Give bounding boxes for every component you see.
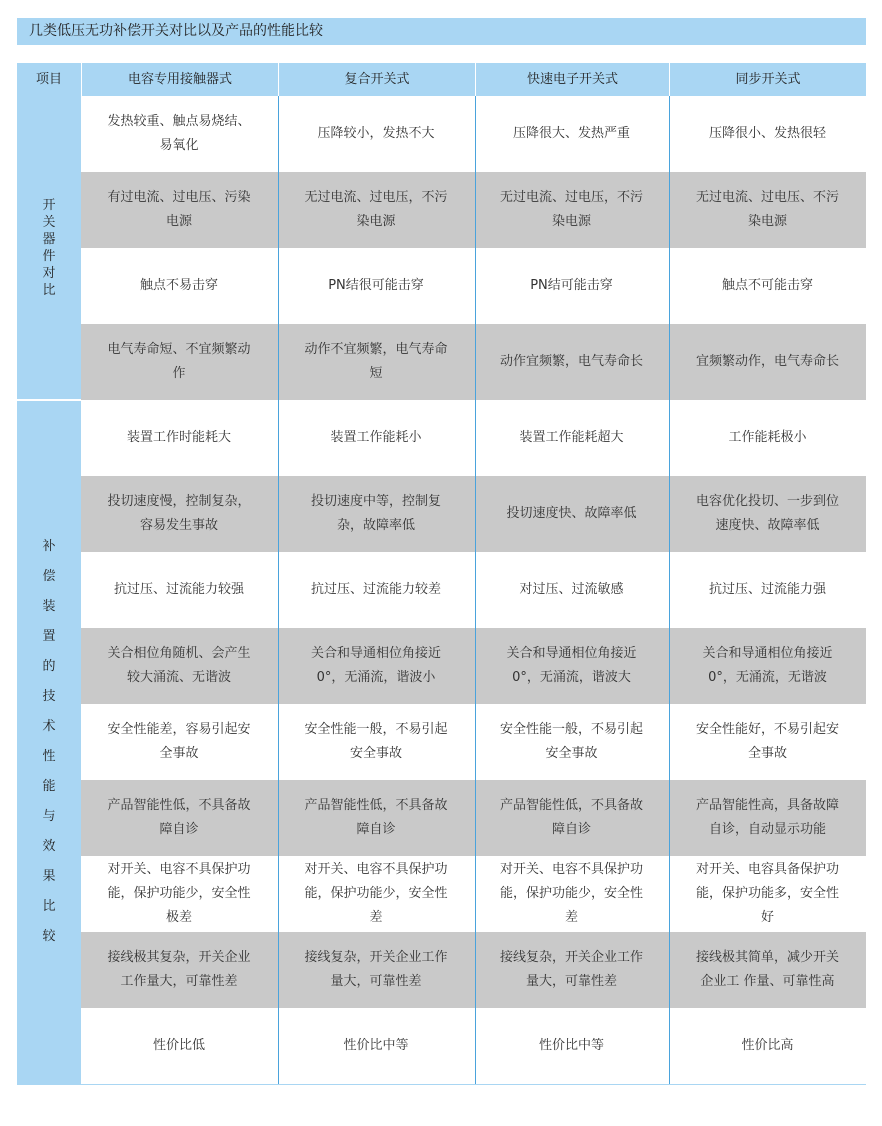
cell-synchronous-switch: 安全性能好，不易引起安全事故 [695,722,839,761]
cell-composite-switch: 产品智能性低，不具备故障自诊 [304,798,448,837]
group-divider [17,399,81,401]
cell-fast-electronic-switch: 无过电流、过电压，不污染电源 [499,190,643,229]
cell-fast-electronic-switch: 关合和导通相位角接近0°，无涌流，谐波大 [506,646,637,685]
cell-composite-switch: 投切速度中等，控制复杂，故障率低 [310,494,441,533]
cell-composite-switch: 对开关、电容不具保护功能，保护功能少，安全性差 [304,862,448,925]
cell-fast-electronic-switch: 安全性能一般，不易引起安全事故 [499,722,643,761]
cell-contactor: 关合相位角随机、会产生较大涌流、无谐波 [107,646,251,685]
cell-fast-electronic-switch: 压降很大、发热严重 [512,126,630,141]
cell-contactor: 电气寿命短、不宜频繁动作 [107,342,251,381]
cell-fast-electronic-switch: 投切速度快、故障率低 [506,506,637,521]
cell-composite-switch: 性价比中等 [343,1038,409,1053]
cell-composite-switch: 装置工作能耗小 [330,430,422,445]
cell-fast-electronic-switch: 产品智能性低，不具备故障自诊 [499,798,643,837]
table-row [81,1008,866,1084]
cell-contactor: 性价比低 [152,1038,205,1053]
table-header [17,63,866,96]
cell-contactor: 有过电流、过电压、污染电源 [107,190,251,229]
table-row [81,628,866,704]
cell-synchronous-switch: 压降很小、发热很轻 [708,126,826,141]
table-title: 几类低压无功补偿开关对比以及产品的性能比较 [17,18,866,45]
cell-synchronous-switch: 产品智能性高，具备故障自诊，自动显示功能 [695,798,839,837]
header-fast-electronic-switch: 快速电子开关式 [526,72,618,87]
cell-contactor: 安全性能差，容易引起安全事故 [107,722,251,761]
cell-contactor: 产品智能性低，不具备故障自诊 [107,798,251,837]
cell-contactor: 投切速度慢，控制复杂，容易发生事故 [107,494,251,533]
table-row [81,704,866,780]
cell-synchronous-switch: 无过电流、过电压、不污染电源 [695,190,839,229]
cell-composite-switch: 无过电流、过电压，不污染电源 [304,190,448,229]
column-divider [669,96,670,1084]
cell-synchronous-switch: 触点不可能击穿 [721,278,813,293]
cell-synchronous-switch: 对开关、电容具备保护功能，保护功能多，安全性好 [695,862,839,925]
table-row [81,96,866,172]
group-cell [17,400,81,1084]
cell-contactor: 发热较重、触点易烧结、易氧化 [107,114,251,153]
cell-composite-switch: 压降较小，发热不大 [317,126,435,141]
cell-composite-switch: PN结很可能击穿 [328,278,424,293]
cell-fast-electronic-switch: 动作宜频繁，电气寿命长 [499,354,643,369]
cell-synchronous-switch: 性价比高 [741,1038,794,1053]
header-item: 项目 [35,72,62,87]
cell-synchronous-switch: 宜频繁动作，电气寿命长 [695,354,839,369]
cell-synchronous-switch: 关合和导通相位角接近0°，无涌流，无谐波 [702,646,833,685]
table-row [81,856,866,932]
table-row [81,932,866,1008]
cell-synchronous-switch: 电容优化投切、一步到位速度快、故障率低 [695,494,839,533]
cell-contactor: 触点不易击穿 [139,278,218,293]
cell-fast-electronic-switch: 装置工作能耗超大 [519,430,624,445]
group-label: 补偿装置的技术性能与效果比较 [42,539,56,944]
cell-composite-switch: 动作不宜频繁，电气寿命短 [304,342,448,381]
cell-composite-switch: 接线复杂，开关企业工作量大，可靠性差 [304,950,448,989]
cell-fast-electronic-switch: PN结可能击穿 [530,278,613,293]
table-row [81,400,866,476]
cell-contactor: 接线极其复杂，开关企业工作量大，可靠性差 [107,950,251,989]
header-contactor: 电容专用接触器式 [127,72,232,87]
cell-composite-switch: 抗过压、过流能力较差 [310,582,441,597]
cell-fast-electronic-switch: 性价比中等 [538,1038,604,1053]
cell-contactor: 装置工作时能耗大 [126,430,231,445]
cell-composite-switch: 关合和导通相位角接近0°，无涌流，谐波小 [310,646,441,685]
table-row [81,476,866,552]
table-row [81,248,866,324]
table-row [81,324,866,400]
cell-fast-electronic-switch: 对过压、过流敏感 [519,582,624,597]
cell-contactor: 抗过压、过流能力较强 [113,582,244,597]
group-label: 开关器件对比 [42,198,56,298]
cell-fast-electronic-switch: 对开关、电容不具保护功能，保护功能少，安全性差 [499,862,643,925]
table-bottom-border [17,1084,866,1085]
table-row [81,780,866,856]
cell-contactor: 对开关、电容不具保护功能，保护功能少，安全性极差 [107,862,251,925]
group-cell [17,96,81,400]
column-divider [278,96,279,1084]
cell-synchronous-switch: 抗过压、过流能力强 [708,582,826,597]
cell-composite-switch: 安全性能一般，不易引起安全事故 [304,722,448,761]
table-row [81,552,866,628]
cell-synchronous-switch: 接线极其简单，减少开关企业工 作量、可靠性高 [695,950,839,989]
header-synchronous-switch: 同步开关式 [735,72,801,87]
table-row [81,172,866,248]
column-divider [475,96,476,1084]
header-composite-switch: 复合开关式 [344,72,410,87]
cell-fast-electronic-switch: 接线复杂，开关企业工作量大，可靠性差 [499,950,643,989]
cell-synchronous-switch: 工作能耗极小 [728,430,807,445]
